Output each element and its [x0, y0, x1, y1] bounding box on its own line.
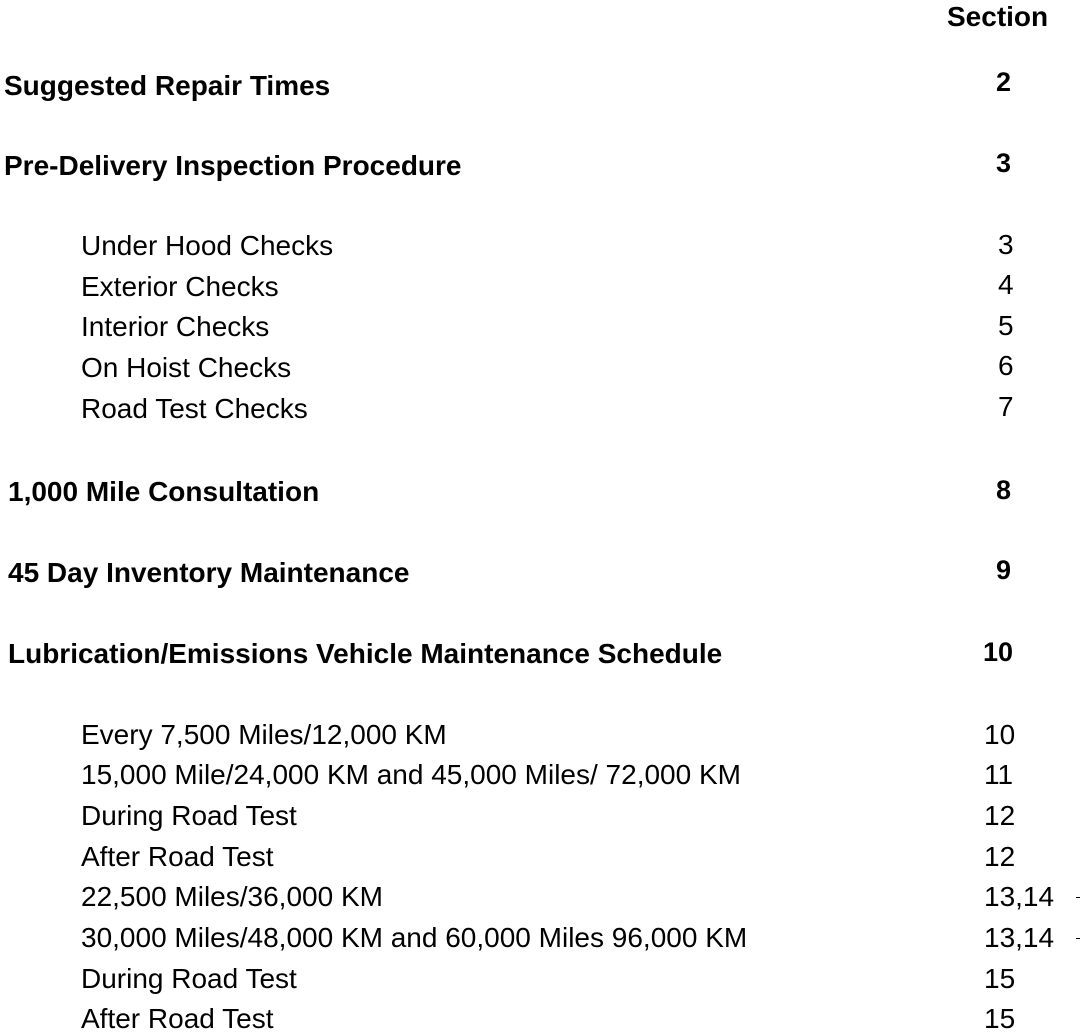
toc-subentry-section: 10 [984, 719, 1016, 750]
toc-entry-section: 2 [996, 67, 1012, 97]
toc-entry-title: 1,000 Mile Consultation [8, 476, 320, 507]
scan-mark [1076, 938, 1080, 939]
toc-subentry-section: 7 [998, 391, 1014, 422]
toc-subentry-title: During Road Test [81, 963, 297, 994]
toc-subentry-section: 15 [984, 963, 1016, 994]
toc-entry-title: 45 Day Inventory Maintenance [8, 557, 410, 588]
toc-subentry-section: 12 [984, 841, 1016, 872]
toc-subentry-section: 11 [984, 759, 1014, 790]
toc-subentry-title: Under Hood Checks [81, 230, 334, 261]
toc-subentry-title: Road Test Checks [81, 393, 308, 424]
toc-entry-section: 8 [996, 475, 1012, 505]
toc-subentry-title: After Road Test [81, 841, 274, 872]
toc-subentry-title: Interior Checks [81, 311, 270, 342]
toc-subentry-section: 5 [998, 310, 1014, 341]
toc-entry-section: 10 [983, 637, 1014, 667]
toc-entry-section: 3 [996, 148, 1012, 178]
toc-subentry-section: 12 [984, 800, 1016, 831]
section-column-header: Section [947, 1, 1049, 32]
toc-subentry-section: 13,14 [984, 922, 1055, 953]
toc-entry-section: 9 [996, 555, 1012, 585]
toc-subentry-section: 4 [998, 269, 1014, 300]
toc-subentry-section: 3 [998, 229, 1014, 260]
toc-subentry-title: After Road Test [81, 1003, 274, 1034]
toc-subentry-title: 15,000 Mile/24,000 KM and 45,000 Miles/ 72,000 KM [81, 759, 741, 790]
scan-mark [1076, 897, 1080, 898]
toc-subentry-title: Every 7,500 Miles/12,000 KM [81, 719, 447, 750]
toc-subentry-title: On Hoist Checks [81, 352, 292, 383]
toc-subentry-title: 22,500 Miles/36,000 KM [81, 881, 383, 912]
toc-subentry-section: 6 [998, 350, 1014, 381]
toc-subentry-title: Exterior Checks [81, 271, 279, 302]
toc-entry-title: Lubrication/Emissions Vehicle Maintenance Schedule [8, 638, 723, 669]
toc-entry-title: Pre-Delivery Inspection Procedure [4, 150, 462, 181]
toc-subentry-title: 30,000 Miles/48,000 KM and 60,000 Miles 96,000 KM [81, 922, 748, 953]
toc-subentry-title: During Road Test [81, 800, 297, 831]
toc-entry-title: Suggested Repair Times [4, 70, 331, 101]
toc-subentry-section: 13,14 [984, 881, 1055, 912]
toc-subentry-section: 15 [984, 1003, 1016, 1034]
